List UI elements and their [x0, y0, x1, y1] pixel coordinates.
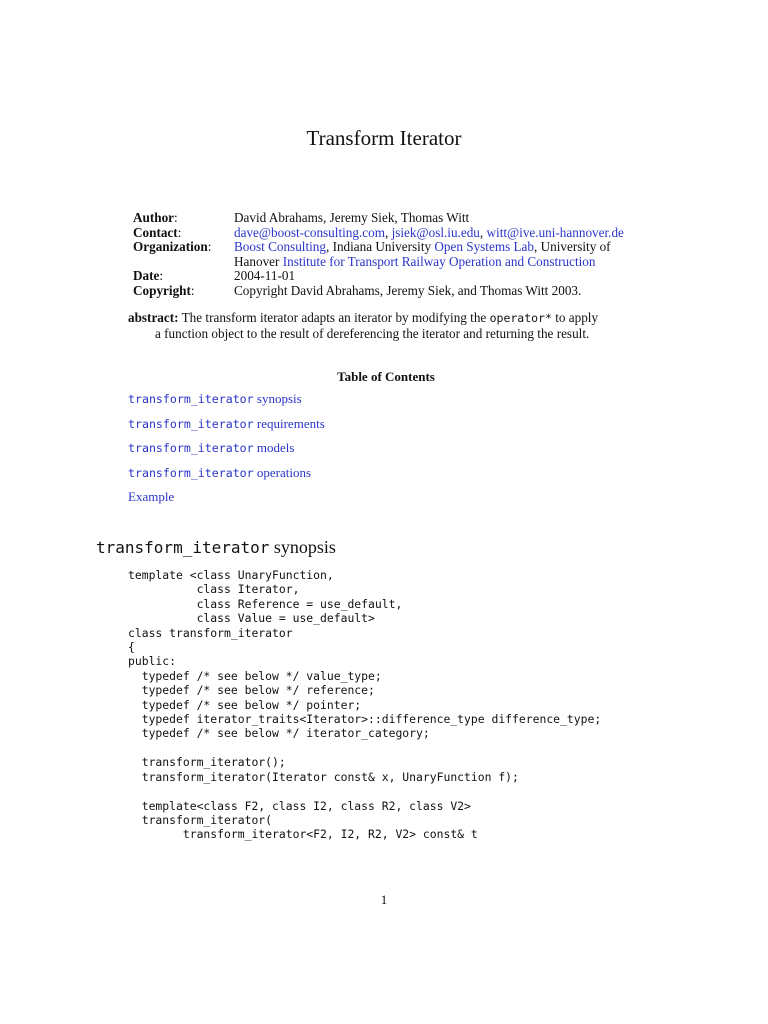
- metadata-row-contact: [133, 226, 644, 241]
- metadata-row-copyright: [133, 284, 644, 299]
- abstract-line-2: a function object to the result of dereferencing the iterator and returning the result.: [155, 326, 590, 341]
- metadata-key: Organization:: [133, 239, 212, 254]
- toc-link[interactable]: [128, 416, 325, 441]
- page-number: 1: [380, 892, 388, 907]
- code-block: template <class UnaryFunction, class Iterator, class Reference = use_default, class Value = use_default> class transform_iterator { public: typedef /* see below */ value_type; typedef /* see below */ reference; typedef /* see below */ pointer; typedef iterator_traits<Iterator>::difference_type difference_type; typedef /* see below */ iterator_category; transform_iterator(); transform_iterator(Iterator const& x, UnaryFunction f); template<class F2, class I2, class R2, class V2> transform_iterator( transform_iterator<F2, I2, R2, V2> const& t: [128, 568, 602, 842]
- metadata-text: 2004-11-01: [234, 268, 296, 283]
- document-title: Transform Iterator: [306, 126, 462, 150]
- toc-link-code: transform_iterator: [128, 465, 254, 480]
- metadata-text: ,: [479, 224, 487, 240]
- metadata-key-label: Author: [133, 210, 175, 225]
- table-of-contents: [128, 391, 325, 514]
- metadata-key-label: Organization: [133, 239, 208, 254]
- metadata-link[interactable]: dave@boost-consulting.com: [234, 224, 385, 240]
- toc-link[interactable]: [128, 465, 325, 490]
- toc-link[interactable]: [128, 440, 325, 465]
- section-heading-code: transform_iterator: [96, 538, 270, 557]
- toc-link-text: requirements: [253, 415, 325, 431]
- metadata-value: [234, 211, 644, 226]
- toc-link[interactable]: [128, 489, 325, 514]
- metadata-value: [234, 284, 644, 299]
- abstract: [128, 310, 642, 341]
- toc-link[interactable]: [128, 391, 325, 416]
- abstract-label: abstract:: [128, 310, 179, 325]
- metadata-key-label: Copyright: [133, 282, 191, 298]
- metadata-value: [234, 226, 644, 241]
- metadata-key-label: Contact: [133, 224, 178, 240]
- toc-link-text: Example: [128, 489, 175, 504]
- metadata-value: [234, 240, 644, 269]
- abstract-text-end: to apply: [551, 310, 599, 325]
- abstract-code: operator*: [489, 311, 552, 325]
- metadata-text: Copyright David Abrahams, Jeremy Siek, and Thomas Witt 2003.: [234, 282, 582, 298]
- metadata-link[interactable]: Open Systems Lab: [434, 239, 535, 254]
- toc-link-code: transform_iterator: [128, 416, 254, 431]
- metadata-link[interactable]: jsiek@osl.iu.edu: [391, 224, 480, 240]
- toc-link-code: transform_iterator: [128, 441, 254, 455]
- toc-link-text: synopsis: [253, 391, 302, 406]
- metadata-text: ,: [384, 224, 392, 240]
- section-heading-word: synopsis: [269, 537, 336, 557]
- metadata-row-date: [133, 269, 644, 284]
- metadata-link[interactable]: Boost Consulting: [234, 239, 326, 254]
- metadata-row-author: [133, 211, 644, 226]
- toc-link-code: transform_iterator: [128, 392, 254, 406]
- metadata-row-organization: [133, 240, 644, 269]
- abstract-text: The transform iterator adapts an iterator by modifying the: [178, 310, 490, 325]
- metadata-text: , Indiana University: [325, 239, 435, 254]
- toc-title: Table of Contents: [337, 369, 435, 384]
- metadata-key-label: Date: [133, 268, 160, 283]
- metadata-field-list: [133, 211, 644, 298]
- metadata-link[interactable]: Institute for Transport Railway Operation and Construction: [282, 253, 596, 269]
- metadata-key: Author:: [133, 210, 178, 225]
- toc-link-text: models: [253, 440, 295, 455]
- toc-link-text: operations: [253, 464, 312, 480]
- section-heading: [96, 537, 336, 558]
- metadata-value: [234, 269, 644, 284]
- metadata-key: Contact:: [133, 224, 182, 240]
- metadata-key: Date:: [133, 268, 164, 283]
- metadata-text: , University of Hanover: [234, 239, 611, 269]
- metadata-link[interactable]: witt@ive.uni-hannover.de: [486, 224, 624, 240]
- metadata-key: Copyright:: [133, 282, 195, 298]
- metadata-text: David Abrahams, Jeremy Siek, Thomas Witt: [234, 210, 470, 225]
